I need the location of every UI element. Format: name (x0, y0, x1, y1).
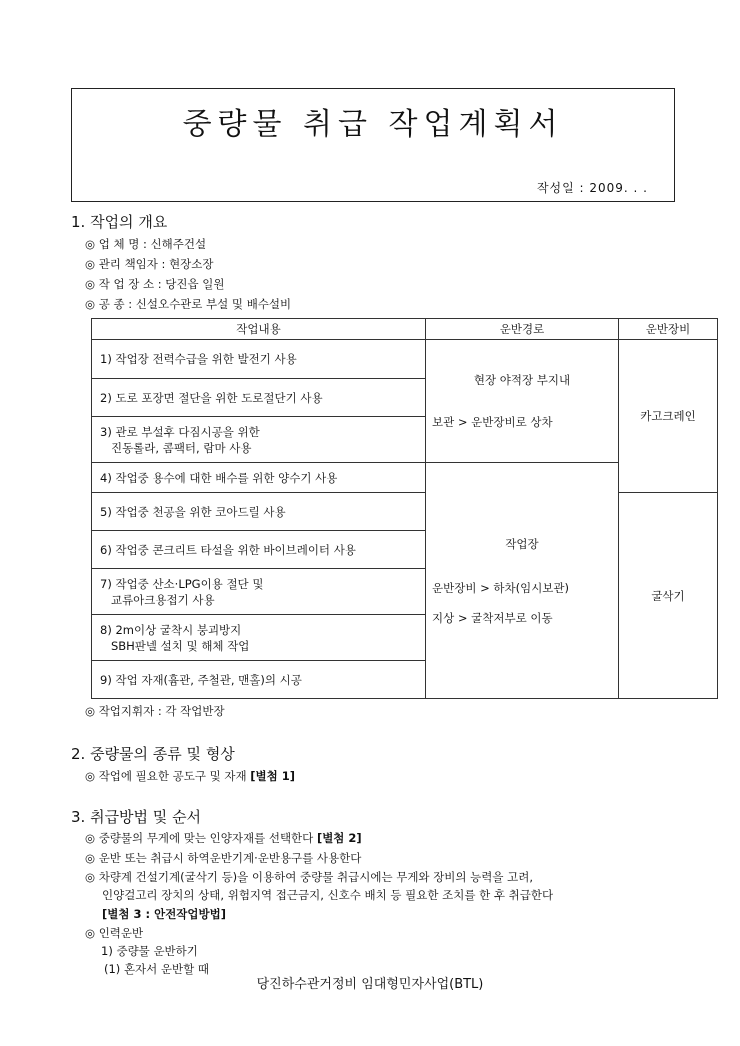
table-row: 2) 도로 포장면 절단을 위한 도로절단기 사용 (92, 379, 426, 417)
route-1-line-2: 보관 > 운반장비로 상차 (432, 415, 553, 429)
section-3-item-c-line-1: ◎ 차량계 건설기계(굴삭기 등)을 이용하여 중량물 취급시에는 무게와 장비의 능력을 고려, (85, 870, 534, 884)
route-cell-1 (426, 340, 619, 463)
section-3-item-d-sub-1: 1) 중량물 운반하기 (101, 944, 198, 958)
table-row: 5) 작업중 천공을 위한 코아드릴 사용 (92, 493, 426, 531)
header-transport-route: 운반경로 (426, 319, 619, 340)
table-row: 9) 작업 자재(흄관, 주철관, 맨홀)의 시공 (92, 661, 426, 699)
section-2-heading: 2. 중량물의 종류 및 형상 (71, 745, 235, 763)
section-3-heading: 3. 취급방법 및 순서 (71, 808, 202, 826)
section-3-item-d-sub-2: (1) 혼자서 운반할 때 (104, 962, 210, 976)
overview-location: ◎ 작 업 장 소 : 당진읍 일원 (85, 277, 225, 291)
section-3-item-d: ◎ 인력운반 (85, 926, 144, 940)
table-row: 4) 작업중 용수에 대한 배수를 위한 양수기 사용 (92, 463, 426, 493)
header-work-content: 작업내용 (92, 319, 426, 340)
route-2-line-2: 운반장비 > 하차(임시보관) (432, 580, 570, 595)
attachment-1-ref: [별첨 1] (250, 769, 296, 783)
equipment-cargo-crane: 카고크레인 (619, 340, 718, 493)
supervisor-line: ◎ 작업지휘자 : 각 작업반장 (85, 704, 225, 718)
route-2-line-1: 작업장 (505, 536, 539, 551)
overview-manager: ◎ 관리 책임자 : 현장소장 (85, 257, 214, 271)
section-1-heading: 1. 작업의 개요 (71, 213, 168, 231)
table-row: 6) 작업중 콘크리트 타설을 위한 바이브레이터 사용 (92, 531, 426, 569)
section-3-item-b: ◎ 운반 또는 취급시 하역운반기계·운반용구를 사용한다 (85, 851, 362, 865)
attachment-2-ref: [별첨 2] (316, 831, 362, 845)
table-row: 1) 작업장 전력수급을 위한 발전기 사용 (92, 340, 426, 379)
section-3-item-a (85, 830, 362, 846)
section-2-text: ◎ 작업에 필요한 공도구 및 자재 (85, 769, 247, 783)
section-3-item-c-line-2: 인양걸고리 장치의 상태, 위험지역 접근금지, 신호수 배치 등 필요한 조치를 한 후 취급한다 (102, 888, 554, 902)
date-line: 작성일 : 2009. . . (536, 181, 648, 195)
table-row: 3) 관로 부설후 다짐시공을 위한 진동롤라, 콤팩터, 람마 사용 (92, 417, 426, 463)
section-3-item-a-text: ◎ 중량물의 무게에 맞는 인양자재를 선택한다 (85, 831, 314, 845)
equipment-excavator: 굴삭기 (619, 493, 718, 699)
page-footer: 당진하수관거정비 임대형민자사업(BTL) (256, 977, 484, 992)
header-transport-equipment: 운반장비 (619, 319, 718, 340)
route-cell-2 (426, 463, 619, 699)
route-1-line-1: 현장 야적장 부지내 (473, 373, 571, 387)
document-title: 중량물 취급 작업계획서 (182, 107, 564, 142)
table-row: 7) 작업중 산소·LPG이용 절단 및 교류아크용접기 사용 (92, 569, 426, 615)
route-2-line-3: 지상 > 굴착저부로 이동 (432, 610, 553, 625)
work-plan-table (91, 318, 718, 699)
section-2-item (85, 768, 295, 784)
overview-company: ◎ 업 체 명 : 신해주건설 (85, 237, 207, 251)
overview-work-type: ◎ 공 종 : 신설오수관로 부설 및 배수설비 (85, 297, 292, 311)
table-row: 8) 2m이상 굴착시 붕괴방지 SBH판넬 설치 및 해체 작업 (92, 615, 426, 661)
attachment-3-ref: [별첨 3 : 안전작업방법] (102, 907, 226, 921)
title-box (71, 88, 675, 202)
